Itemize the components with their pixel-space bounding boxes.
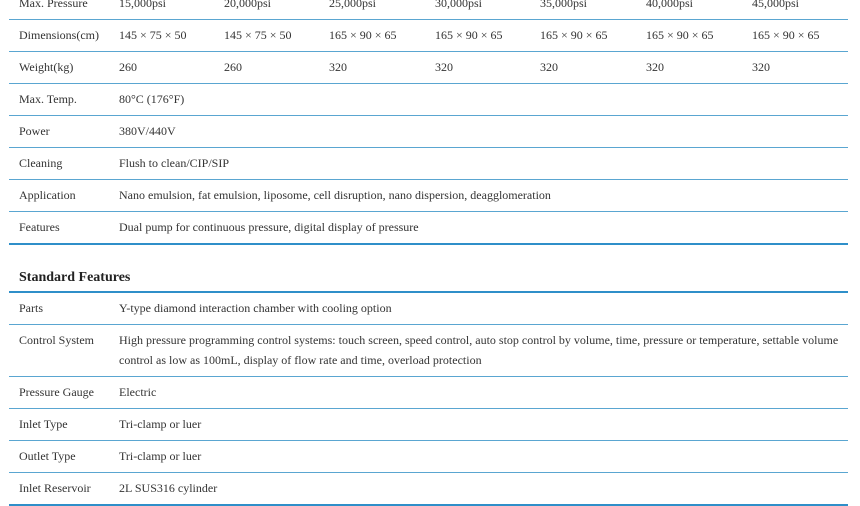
spec-row-label: Cleaning — [9, 148, 109, 180]
spec-cell: 320 — [425, 52, 530, 84]
feature-row-label: Inlet Type — [9, 409, 109, 441]
feature-row-value: 2L SUS316 cylinder — [109, 473, 848, 506]
spec-row — [9, 212, 848, 245]
spec-row-label: Power — [9, 116, 109, 148]
spec-cell: 20,000psi — [214, 0, 319, 20]
spec-cell: 165 × 90 × 65 — [742, 20, 848, 52]
spec-row — [9, 84, 848, 116]
spec-row — [9, 180, 848, 212]
spec-cell: 320 — [319, 52, 425, 84]
spec-row-label: Max. Temp. — [9, 84, 109, 116]
spec-cell: 165 × 90 × 65 — [319, 20, 425, 52]
feature-row-value: Y-type diamond interaction chamber with cooling option — [109, 292, 848, 325]
spec-row-label: Dimensions(cm) — [9, 20, 109, 52]
spec-cell: 260 — [109, 52, 214, 84]
section-title: Standard Features — [19, 270, 131, 285]
feature-row-label: Control System — [9, 325, 109, 377]
spec-row-label: Weight(kg) — [9, 52, 109, 84]
spec-row — [9, 116, 848, 148]
spec-row — [9, 52, 848, 84]
spec-row-label: Features — [9, 212, 109, 245]
feature-row — [9, 292, 848, 325]
spec-cell: 30,000psi — [425, 0, 530, 20]
spec-cell: 165 × 90 × 65 — [425, 20, 530, 52]
spec-row — [9, 20, 848, 52]
feature-row-value: Electric — [109, 377, 848, 409]
feature-row-value: Tri-clamp or luer — [109, 441, 848, 473]
spec-cell: 260 — [214, 52, 319, 84]
spec-cell: Nano emulsion, fat emulsion, liposome, cell disruption, nano dispersion, deagglomeration — [109, 180, 848, 212]
spec-cell: 40,000psi — [636, 0, 742, 20]
spec-row-label: Max. Pressure — [9, 0, 109, 20]
spec-row — [9, 0, 848, 20]
spec-cell: Flush to clean/CIP/SIP — [109, 148, 848, 180]
spec-cell: 15,000psi — [109, 0, 214, 20]
feature-row-value: High pressure programming control systems: touch screen, speed control, auto stop control by volume, time, pressure or temperature, settable volume control as low as 100mL, display of flow rate and time, overload protection — [109, 325, 848, 377]
feature-row — [9, 377, 848, 409]
spec-cell: 165 × 90 × 65 — [636, 20, 742, 52]
spec-document — [9, 0, 848, 506]
spec-cell: 320 — [636, 52, 742, 84]
spec-table — [9, 0, 848, 245]
feature-row-label: Inlet Reservoir — [9, 473, 109, 506]
feature-row — [9, 325, 848, 377]
spec-row — [9, 148, 848, 180]
spec-cell: 165 × 90 × 65 — [530, 20, 636, 52]
feature-row-label: Outlet Type — [9, 441, 109, 473]
feature-row-value: Tri-clamp or luer — [109, 409, 848, 441]
spec-cell: 320 — [742, 52, 848, 84]
spec-cell: 145 × 75 × 50 — [214, 20, 319, 52]
feature-row-label: Pressure Gauge — [9, 377, 109, 409]
spec-row-label: Application — [9, 180, 109, 212]
spec-cell: 145 × 75 × 50 — [109, 20, 214, 52]
feature-row — [9, 473, 848, 506]
standard-features-table — [9, 291, 848, 506]
spec-cell: Dual pump for continuous pressure, digital display of pressure — [109, 212, 848, 245]
spec-cell: 380V/440V — [109, 116, 848, 148]
spec-cell: 35,000psi — [530, 0, 636, 20]
spec-cell: 25,000psi — [319, 0, 425, 20]
feature-row-label: Parts — [9, 292, 109, 325]
spec-cell: 45,000psi — [742, 0, 848, 20]
spec-cell: 320 — [530, 52, 636, 84]
feature-row — [9, 441, 848, 473]
spec-cell: 80°C (176°F) — [109, 84, 848, 116]
feature-row — [9, 409, 848, 441]
